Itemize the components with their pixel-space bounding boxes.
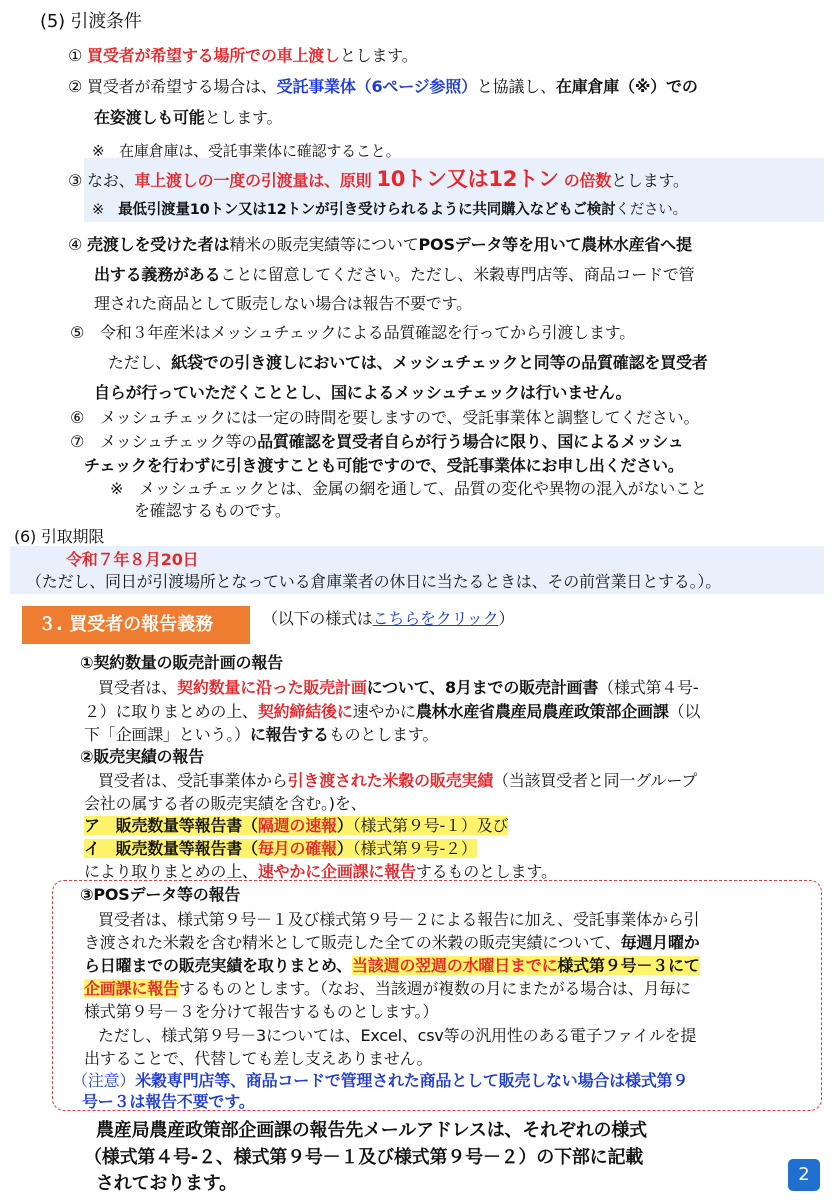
item-4-line-1: ④ 売渡しを受けた者は精米の販売実績等についてPOSデータ等を用いて農林水産省へ提 [68, 235, 692, 254]
item-2-note: ※ 在庫倉庫は、受託事業体に確認すること。 [92, 142, 401, 160]
deadline-note: （ただし、同日が引渡場所となっている倉庫業者の休日に当たるときは、その前営業日とする。）。 [26, 572, 722, 591]
report-3-line-2: き渡された米穀を含む精米として販売した全ての米穀の販売実績について、毎週月曜か [84, 933, 700, 952]
report-3-line-7: 出することで、代替しても差し支えありません。 [84, 1049, 433, 1068]
item-7-note-line-1: ※ メッシュチェックとは、金属の網を通して、品質の変化や異物の混入がないこと [110, 479, 707, 498]
section-6-heading: (6) 引取期限 [14, 527, 105, 546]
item-4-line-2: 出する義務があることに留意してください。ただし、米穀専門店等、商品コードで管 [94, 265, 695, 284]
item-7-line-2: チェックを行わずに引き渡すことも可能ですので、受託事業体にお申し出ください。 [84, 456, 684, 475]
report-1-line-3: 下「企画課」という。）に報告するものとします。 [84, 725, 439, 744]
report-3-line-5: 様式第９号－３を分けて報告するものとします。） [84, 1002, 439, 1021]
report-3-caution-1: （注意）米穀専門店等、商品コードで管理された商品として販売しない場合は様式第９ [72, 1071, 689, 1090]
item-3: ③ なお、車上渡しの一度の引渡量は、原則 10トン又は12トン の倍数とします。 [68, 167, 689, 191]
item-1: ① 買受者が希望する場所での車上渡しとします。 [68, 46, 418, 65]
footer-line-1: 農産局農産政策部企画課の報告先メールアドレスは、それぞれの様式 [96, 1120, 647, 1141]
item-5-line-3: 自らが行っていただくこととし、国によるメッシュチェックは行いません。 [94, 383, 632, 402]
footer-line-2: （様式第４号-２、様式第９号－１及び様式第９号－２）の下部に記載 [84, 1147, 644, 1168]
report-2-line-1: 買受者は、受託事業体から引き渡された米穀の販売実績（当該買受者と同一グループ [98, 771, 698, 790]
deadline-date: 令和７年８月20日 [66, 550, 199, 569]
item-6: ⑥ メッシュチェックには一定の時間を要しますので、受託事業体と調整してください。 [70, 408, 700, 427]
report-3-heading: ③POSデータ等の報告 [80, 885, 241, 904]
item-7-note-line-2: を確認するものです。 [134, 501, 291, 520]
page-number: 2 [788, 1159, 820, 1191]
report-3-caution-2: 号ー３は報告不要です。 [82, 1092, 255, 1111]
footer-line-3: されております。 [96, 1173, 237, 1194]
report-1-line-1: 買受者は、契約数量に沿った販売計画について、8月までの販売計画書（様式第４号- [98, 678, 699, 697]
item-5-line-2: ただし、紙袋での引き渡しにおいては、メッシュチェックと同等の品質確認を買受者 [108, 353, 708, 372]
report-3-line-4: 企画課に報告するものとします。（なお、当該週が複数の月にまたがる場合は、月毎に [84, 979, 691, 998]
report-1-heading: ①契約数量の販売計画の報告 [80, 653, 283, 672]
item-4-line-3: 理された商品として販売しない場合は報告不要です。 [94, 294, 472, 313]
report-3-line-6: ただし、様式第９号－3については、Excel、csv等の汎用性のある電子ファイルを提 [98, 1026, 697, 1045]
item-2-line-1: ② 買受者が希望する場合は、受託事業体（6ページ参照）と協議し、在庫倉庫（※）での [68, 77, 698, 96]
report-2-line-a: ア 販売数量等報告書（隔週の速報）（様式第９号-１）及び [84, 816, 509, 835]
item-7-line-1: ⑦ メッシュチェック等の品質確認を買受者自らが行う場合に限り、国によるメッシュ [70, 432, 684, 451]
section-5-heading: (5) 引渡条件 [40, 11, 142, 32]
form-link[interactable]: こちらをクリック [372, 609, 499, 628]
report-1-line-2: ２）に取りまとめの上、契約締結後に速やかに農林水産省農産局農産政策部企画課（以 [84, 702, 701, 721]
section-3-note: （以下の様式はこちらをクリック） [262, 609, 515, 628]
item-5-line-1: ⑤ 令和３年産米はメッシュチェックによる品質確認を行ってから引渡します。 [70, 323, 636, 342]
report-2-line-2: 会社の属する者の販売実績を含む。)を、 [84, 794, 367, 813]
report-3-line-1: 買受者は、様式第９号－１及び様式第９号－２による報告に加え、受託事業体から引 [98, 910, 700, 929]
item-3-note: ※ 最低引渡量10トン又は12トンが引き受けられるように共同購入などもご検討ください。 [92, 202, 687, 218]
report-2-line-3: により取りまとめの上、速やかに企画課に報告するものとします。 [84, 862, 557, 881]
report-2-heading: ②販売実績の報告 [80, 747, 204, 766]
item-2-line-2: 在姿渡しも可能とします。 [94, 108, 283, 127]
report-2-line-b: イ 販売数量等報告書（毎月の確報）（様式第９号-２） [84, 839, 477, 858]
section-3-title: ３. 買受者の報告義務 [22, 606, 250, 644]
report-3-line-3: ら日曜までの販売実績を取りまとめ、当該週の翌週の水曜日までに様式第９号－３にて [84, 956, 700, 975]
